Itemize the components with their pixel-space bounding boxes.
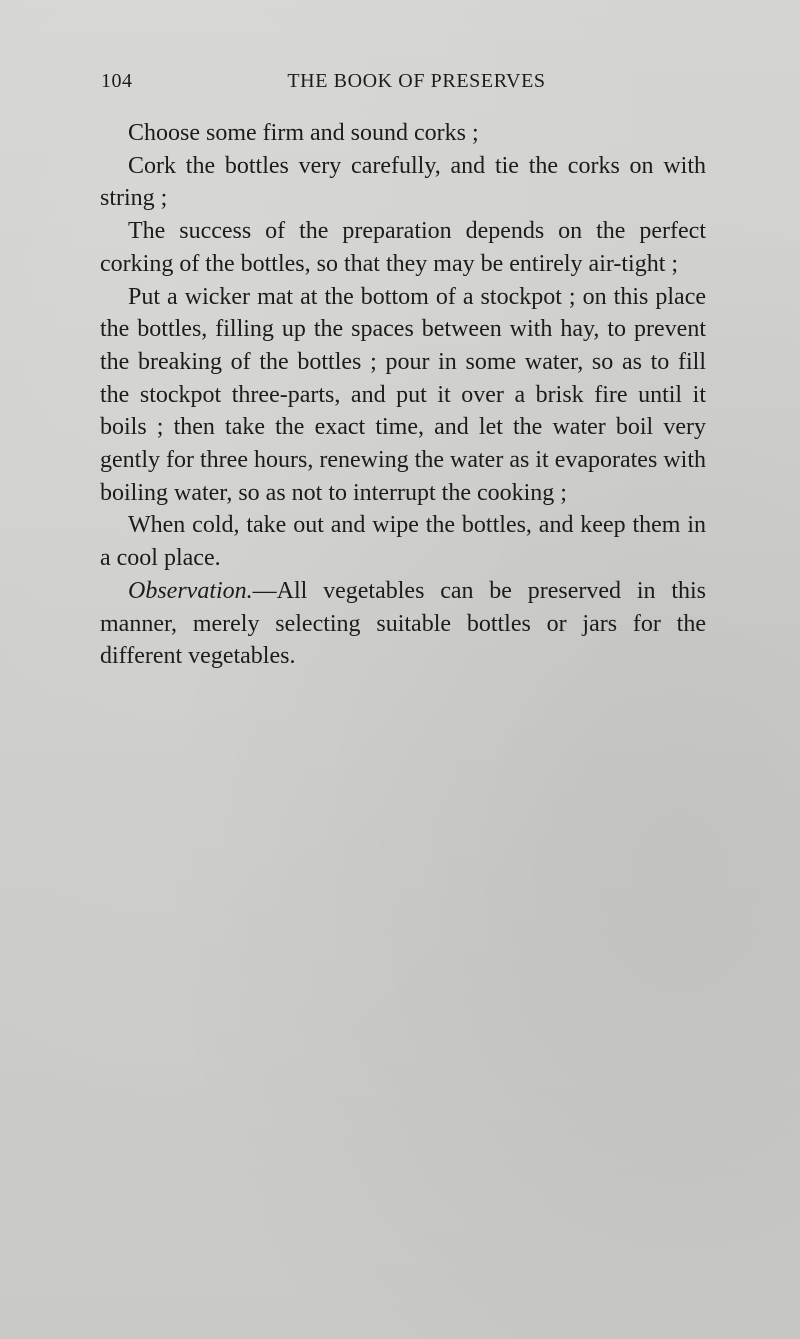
paragraph-success: The success of the preparation depends on the perfect corking of the bottles, so that they may be entirely air-tight ; bbox=[100, 218, 706, 277]
paragraph-stockpot: Put a wicker mat at the bottom of a stockpot ; on this place the bottles, filling up the spaces between with hay, to prevent the breaking of the bottles ; pour in some water, so as to fill the stockpot three-parts, and put it over a brisk fire until it boils ; then take the exact time, and let the water boil very gently for three hours, renewing the water as it evaporates with boiling water, so as not to interrupt the cooking ; bbox=[100, 283, 706, 506]
paragraph-when-cold: When cold, take out and wipe the bottles, and keep them in a cool place. bbox=[100, 512, 706, 572]
page-header bbox=[100, 70, 705, 100]
paragraph-cork-bottles: Cork the bottles very carefully, and tie the corks on with string ; bbox=[100, 152, 706, 212]
paragraph-corks: Choose some firm and sound corks ; bbox=[128, 120, 479, 146]
paragraph-observation bbox=[100, 575, 706, 673]
page-number: 104 bbox=[101, 70, 133, 92]
observation-label: Observation. bbox=[128, 577, 253, 604]
observation-text: —All vegetables can be preserved in this manner, merely selecting suitable bottles or jars for the different vegetables. bbox=[100, 577, 706, 670]
body-text bbox=[100, 117, 706, 673]
running-title: THE BOOK OF PRESERVES bbox=[287, 70, 546, 92]
